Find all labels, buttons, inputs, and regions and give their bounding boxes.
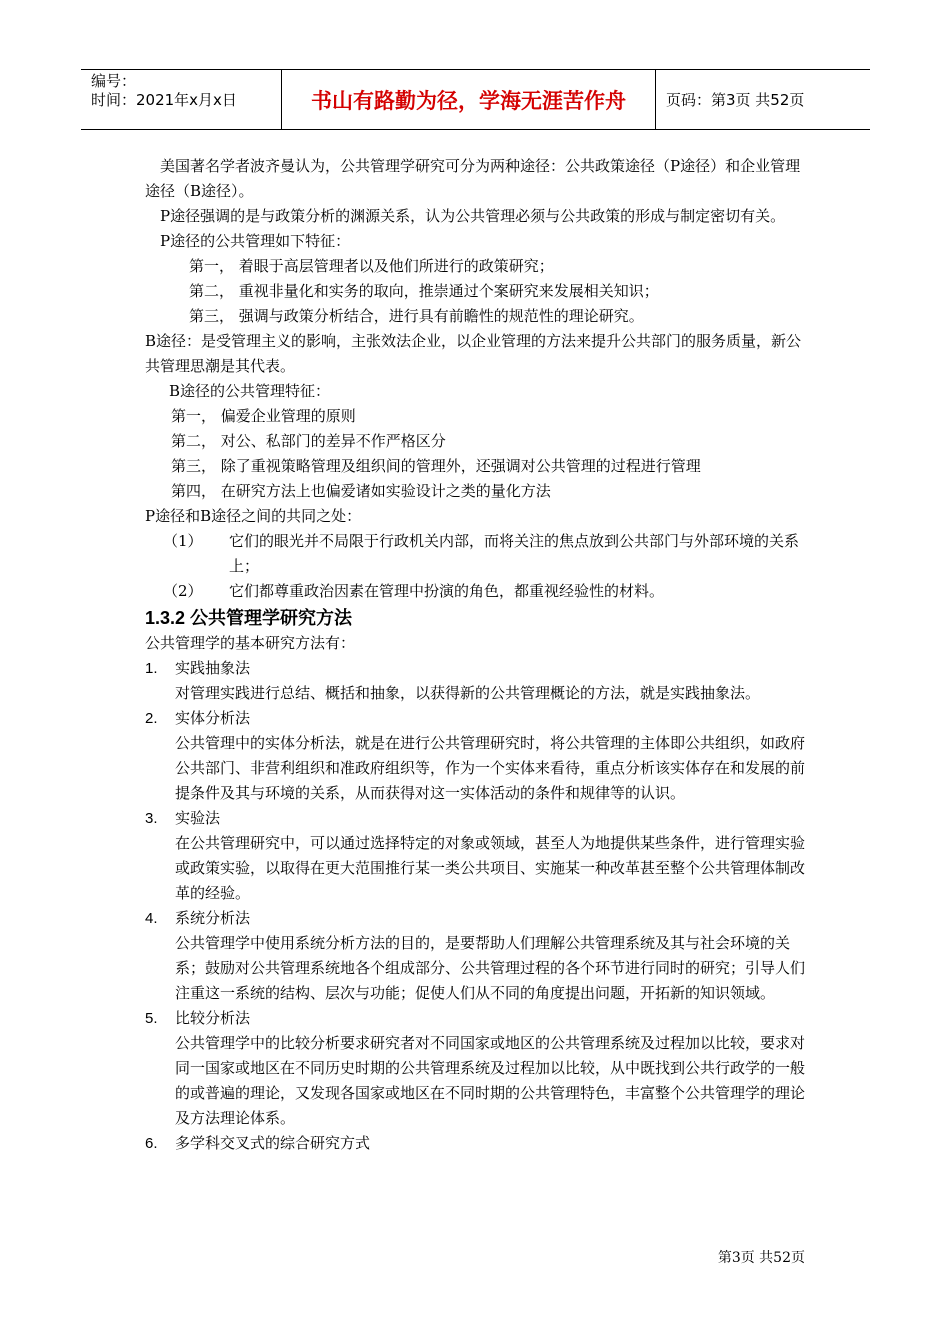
b-feature-item: 第二， 对公、私部门的差异不作严格区分 bbox=[171, 432, 446, 450]
header-page-number: 页码：第3页 共52页 bbox=[666, 91, 805, 109]
method-title: 系统分析法 bbox=[175, 909, 251, 927]
method-number: 3. bbox=[145, 810, 158, 827]
method-item bbox=[145, 1006, 813, 1031]
method-description: 公共管理学中使用系统分析方法的目的，是要帮助人们理解公共管理系统及其与社会环境的关系；鼓励对公共管理系统地各个组成部分、公共管理过程的各个环节进行同时的研究；引导人们注重这一系统的结构、层次与功能；促使人们从不同的角度提出问题，开拓新的知识领域。 bbox=[175, 934, 806, 1002]
common-item-number: （1） bbox=[163, 532, 203, 550]
b-feature-item: 第三， 除了重视策略管理及组织间的管理外，还强调对公共管理的过程进行管理 bbox=[171, 457, 701, 475]
b-feature-item: 第四， 在研究方法上也偏爱诸如实验设计之类的量化方法 bbox=[171, 482, 551, 500]
method-title: 多学科交叉式的综合研究方式 bbox=[175, 1134, 371, 1152]
p-feature-item: 第三， 强调与政策分析结合，进行具有前瞻性的规范性的理论研究。 bbox=[189, 307, 644, 325]
method-number: 2. bbox=[145, 710, 158, 727]
common-item-text: 它们的眼光并不局限于行政机关内部，而将关注的焦点放到公共部门与外部环境的关系上； bbox=[229, 532, 800, 575]
number-label: 编号： bbox=[91, 72, 137, 90]
common-title: P途径和B途径之间的共同之处： bbox=[145, 507, 362, 525]
method-item bbox=[145, 806, 813, 831]
p-feature-item: 第一， 着眼于高层管理者以及他们所进行的政策研究； bbox=[189, 257, 554, 275]
common-item bbox=[145, 579, 813, 604]
p-features-title: P途径的公共管理如下特征： bbox=[160, 232, 351, 250]
method-number: 6. bbox=[145, 1135, 158, 1152]
b-feature-item: 第一， 偏爱企业管理的原则 bbox=[171, 407, 356, 425]
method-title: 实验法 bbox=[175, 809, 221, 827]
method-number: 1. bbox=[145, 660, 158, 677]
page-header bbox=[81, 69, 870, 130]
b-approach-definition: B途径：是受管理主义的影响，主张效法企业，以企业管理的方法来提升公共部门的服务质量，新公共管理思潮是其代表。 bbox=[145, 332, 802, 375]
p-approach-definition: P途径强调的是与政策分析的渊源关系，认为公共管理必须与公共政策的形成与制定密切有关。 bbox=[160, 207, 786, 225]
section-heading: 1.3.2 公共管理学研究方法 bbox=[145, 608, 353, 628]
method-item bbox=[145, 1131, 813, 1156]
time-label: 时间：2021年x月x日 bbox=[91, 91, 237, 109]
p-feature-item: 第二， 重视非量化和实务的取向，推崇通过个案研究来发展相关知识； bbox=[189, 282, 659, 300]
method-number: 5. bbox=[145, 1010, 158, 1027]
body-content bbox=[145, 154, 813, 1156]
method-number: 4. bbox=[145, 910, 158, 927]
method-description: 在公共管理研究中，可以通过选择特定的对象或领域，甚至人为地提供某些条件，进行管理实验或政策实验，以取得在更大范围推行某一类公共项目、实施某一种改革甚至整个公共管理体制改革的经验。 bbox=[175, 834, 806, 902]
common-item bbox=[145, 529, 813, 579]
section-lead: 公共管理学的基本研究方法有： bbox=[145, 634, 356, 652]
method-title: 实践抽象法 bbox=[175, 659, 251, 677]
method-title: 实体分析法 bbox=[175, 709, 251, 727]
common-item-text: 它们都尊重政治因素在管理中扮演的角色，都重视经验性的材料。 bbox=[229, 582, 665, 600]
page-footer: 第3页 共52页 bbox=[717, 1250, 805, 1266]
header-meta bbox=[81, 70, 282, 129]
method-description: 对管理实践进行总结、概括和抽象，以获得新的公共管理概论的方法，就是实践抽象法。 bbox=[175, 684, 761, 702]
method-item bbox=[145, 656, 813, 681]
common-item-number: （2） bbox=[163, 582, 203, 600]
method-item bbox=[145, 706, 813, 731]
intro-paragraph: 美国著名学者波齐曼认为，公共管理学研究可分为两种途径：公共政策途径（P途径）和企业管理途径（B途径）。 bbox=[145, 157, 801, 200]
method-item bbox=[145, 906, 813, 931]
method-description: 公共管理中的实体分析法，就是在进行公共管理研究时，将公共管理的主体即公共组织，如政府公共部门、非营利组织和准政府组织等，作为一个实体来看待，重点分析该实体存在和发展的前提条件及其与环境的关系，从而获得对这一实体活动的条件和规律等的认识。 bbox=[175, 734, 806, 802]
method-description: 公共管理学中的比较分析要求研究者对不同国家或地区的公共管理系统及过程加以比较，要求对同一国家或地区在不同历史时期的公共管理系统及过程加以比较，从中既找到公共行政学的一般的或普遍的理论，又发现各国家或地区在不同时期的公共管理特色，丰富整个公共管理学的理论及方法理论体系。 bbox=[175, 1034, 806, 1127]
method-title: 比较分析法 bbox=[175, 1009, 251, 1027]
b-features-title: B途径的公共管理特征： bbox=[169, 382, 331, 400]
header-motto: 书山有路勤为径，学海无涯苦作舟 bbox=[282, 70, 656, 129]
